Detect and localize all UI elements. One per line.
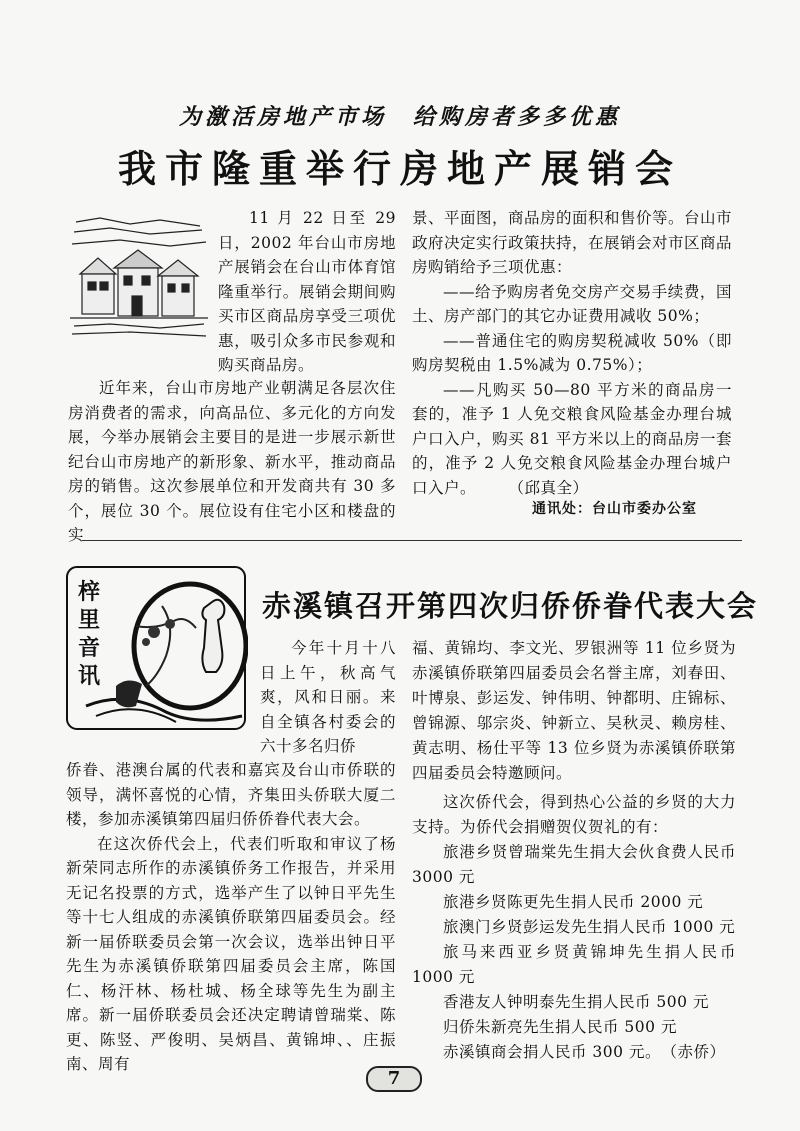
article2-left-col-body: 侨眷、港澳台属的代表和嘉宾及台山市侨联的领导，满怀喜悦的心情，齐集田头侨联大厦二楼，参加赤溪镇第四届归侨侨眷代表大会。 在这次侨代会上，代表们听取和审议了杨新荣同志所作的赤溪镇侨务工作报告，并采用无记名投票的方式，选举产生了以钟日平先生等十七人组成的赤溪镇侨联第四届委员会。经新一届侨联委员会第一次会议，选举出钟日平先生为赤溪镇侨联第四届委员会主席，陈国仁、杨汗林、杨杜城、杨全球等先生为副主席。新一届侨联委员会还决定聘请曾瑞棠、陈更、陈竖、严俊明、吴炳昌、黄锦坤、、庄振南、周有 [66,761,396,1073]
article2-left-col-top: 今年十月十八日上午，秋高气爽，风和日丽。来自全镇各村委会的六十多名归侨 [260,639,396,755]
article1-left-col-top: 11 月 22 日至 29 日，2002 年台山市房地产展销会在台山市体育馆隆重举行。展销会期间购买市区商品房享受三项优惠，吸引众多市民参观和购买商品房。 [218,209,396,374]
article1-credit: 通讯处：台山市委办公室 [532,501,697,517]
houses-illustration [70,214,208,342]
article2-right-col: 福、黄锦均、李文光、罗银洲等 11 位乡贤为赤溪镇侨联第四届委员会名誉主席，刘春田、叶博泉、彭运发、钟伟明、钟都明、庄锦标、曾锦源、邬宗炎、钟新立、吴秋灵、赖房桂、黄志明、杨仕平等 13 位乡贤为赤溪镇侨联第四届委员会特邀顾问。 这次侨代会，得到热心公益的乡贤的大力支持。为侨代会捐赠贺仪贺礼的有： 旅港乡贤曾瑞棠先生捐大会伙食费人民币 3000 元 旅港乡贤陈更先生捐人民币 2000 元 旅澳门乡贤彭运发先生捐人民币 1000 元 旅马来西亚乡贤黄锦坤先生捐人民币 1000 元 香港友人钟明泰先生捐人民币 500 元 归侨朱新亮先生捐人民币 500 元 赤溪镇商会捐人民币 300 元。 （赤侨） [412,639,736,1061]
section-divider [82,540,742,541]
article1-headline: 我市隆重举行房地产展销会 [117,147,682,191]
article2-headline: 赤溪镇召开第四次归侨侨眷代表大会 [262,589,759,623]
column-label: 梓里音讯 [78,579,101,689]
article1-right-col: 景、平面图，商品房的面积和售价等。台山市政府决定实行政策扶持，在展销会对市区商品房购销给予三项优惠： ——给予购房者免交房产交易手续费，国土、房产部门的其它办证费用减收 50%； ——普通住宅的购房契税减收 50%（即购房契税由 1.5%减为 0.75%）； ——凡购买 50—80 平方米的商品房一套的，准予 1 人免交粮食风险基金办理台城户口入户，购买 81 平方米以上的商品房一套的，准予 2 人免交粮食风险基金办理台城户口入户。 （邱真全） [412,209,733,497]
page-number: 7 [366,1066,422,1092]
article1-subtitle: 为激活房地产市场 给购房者多多优惠 [178,104,621,130]
article1-left-col-bottom: 近年来，台山市房地产业朝满足各层次住房消费者的需求，向高品位、多元化的方向发展，今举办展销会主要目的是进一步展示新世纪台山市房地产的新形象、新水平，推动商品房的销售。这次参展单位和开发商共有 30 多个，展位 30 个。展位设有住宅小区和楼盘的实 [68,379,396,544]
